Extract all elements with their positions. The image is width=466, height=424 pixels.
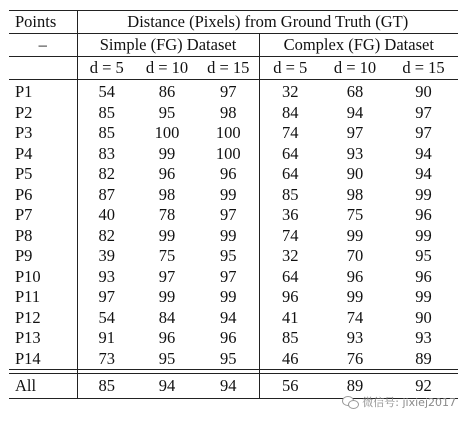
table-cell: 96 (198, 164, 259, 185)
point-label: P11 (9, 287, 77, 308)
table-cell: 98 (198, 103, 259, 124)
table-cell: 93 (346, 328, 364, 348)
total-label: All (9, 374, 77, 399)
watermark (342, 394, 456, 410)
table-cell: 76 (346, 348, 364, 368)
table-cell: 78 (158, 205, 176, 225)
table-cell: 97 (198, 205, 259, 226)
point-label: P14 (9, 349, 77, 370)
table-cell: 68 (346, 82, 364, 102)
table-cell: 95 (415, 246, 432, 266)
table-cell: 90 (415, 307, 432, 327)
table-cell: 84 (158, 307, 176, 327)
table-row (9, 308, 458, 329)
d-label: d = 5 (77, 57, 136, 80)
d-label: d = 10 (136, 57, 198, 80)
table-cell: 85 (98, 102, 115, 122)
table-cell: 99 (415, 225, 432, 245)
table-row (9, 246, 458, 267)
table-cell: 99 (346, 287, 364, 307)
table-cell: 82 (98, 164, 115, 184)
table-cell: 41 (282, 307, 299, 327)
table-cell: 96 (415, 266, 432, 286)
d-label: d = 10 (321, 57, 389, 80)
table-cell: 86 (158, 82, 176, 102)
header-row-2 (9, 34, 458, 57)
table-cell: 93 (415, 328, 432, 348)
table-row (9, 185, 458, 206)
table-cell: 100 (154, 123, 180, 143)
table-cell: 85 (98, 123, 115, 143)
table-cell: 85 (282, 328, 299, 348)
table-cell: 87 (98, 184, 115, 204)
point-label: P6 (9, 185, 77, 206)
total-cell: 94 (136, 374, 198, 399)
table-cell: 95 (158, 348, 176, 368)
table-cell: 99 (198, 226, 259, 247)
point-label: P13 (9, 328, 77, 349)
table-cell: 91 (98, 328, 115, 348)
wechat-icon (342, 396, 358, 408)
table-cell: 95 (158, 102, 176, 122)
simple-dataset-header: Simple (FG) Dataset (77, 34, 259, 57)
table-row (9, 328, 458, 349)
watermark-text: 微信号: jixiej2017 (362, 396, 456, 409)
points-header: Points (9, 11, 77, 34)
table-cell: 100 (198, 144, 259, 165)
table-cell: 94 (415, 143, 432, 163)
point-label: P8 (9, 226, 77, 247)
table-cell: 93 (98, 266, 115, 286)
results-table (9, 10, 458, 399)
table-row (9, 123, 458, 144)
point-label: P4 (9, 144, 77, 165)
table-cell: 39 (98, 246, 115, 266)
table-cell: 94 (198, 308, 259, 329)
total-cell: 94 (198, 374, 259, 399)
table-cell: 97 (415, 123, 432, 143)
table-cell: 54 (98, 307, 115, 327)
table-cell: 32 (282, 246, 299, 266)
table-cell: 94 (346, 102, 364, 122)
table-cell: 96 (158, 164, 176, 184)
table-cell: 89 (415, 348, 432, 368)
table-cell: 96 (282, 287, 299, 307)
table-cell: 64 (282, 143, 299, 163)
table-cell: 93 (346, 143, 364, 163)
point-label: P2 (9, 103, 77, 124)
table-cell: 95 (198, 246, 259, 267)
table-cell: 74 (346, 307, 364, 327)
header-row-3 (9, 57, 458, 80)
table-cell: 64 (282, 164, 299, 184)
header-row-1 (9, 11, 458, 34)
table-cell: 74 (282, 123, 299, 143)
table-cell: 98 (158, 184, 176, 204)
table-cell: 97 (198, 267, 259, 288)
table-row (9, 267, 458, 288)
total-cell: 85 (77, 374, 136, 399)
d-label: d = 15 (198, 57, 259, 80)
table-cell: 99 (198, 185, 259, 206)
table-row (9, 349, 458, 370)
table-cell: 64 (282, 266, 299, 286)
table-cell: 90 (346, 164, 364, 184)
table-cell: 98 (346, 184, 364, 204)
point-label: P9 (9, 246, 77, 267)
table-cell: 73 (98, 348, 115, 368)
table-row (9, 80, 458, 103)
table-cell: 96 (198, 328, 259, 349)
total-cell: 56 (259, 374, 321, 399)
table-cell: 95 (198, 349, 259, 370)
table-cell: 99 (198, 287, 259, 308)
table-cell: 99 (158, 287, 176, 307)
table-cell: 99 (415, 287, 432, 307)
table-cell: 82 (98, 225, 115, 245)
table-row (9, 144, 458, 165)
point-label: P10 (9, 267, 77, 288)
point-label: P3 (9, 123, 77, 144)
empty-header-cell (9, 57, 77, 80)
point-label: P5 (9, 164, 77, 185)
complex-dataset-header: Complex (FG) Dataset (259, 34, 458, 57)
total-cell: 92 (389, 374, 458, 399)
table-row (9, 205, 458, 226)
point-label: P1 (9, 80, 77, 103)
table-body (9, 80, 458, 370)
table-cell: 97 (98, 287, 115, 307)
table-cell: 84 (282, 102, 299, 122)
table-cell: 32 (282, 82, 299, 102)
table-cell: 99 (158, 225, 176, 245)
table-cell: 70 (346, 246, 364, 266)
table-cell: 97 (198, 80, 259, 103)
table-cell: 99 (158, 143, 176, 163)
dash-cell: – (9, 34, 77, 57)
point-label: P12 (9, 308, 77, 329)
table-cell: 75 (346, 205, 364, 225)
table-cell: 54 (98, 82, 115, 102)
table-cell: 96 (415, 205, 432, 225)
table-cell: 40 (98, 205, 115, 225)
table-cell: 83 (98, 143, 115, 163)
table-cell: 97 (158, 266, 176, 286)
table-cell: 100 (198, 123, 259, 144)
table-cell: 97 (346, 123, 364, 143)
table-cell: 96 (346, 266, 364, 286)
table-cell: 85 (282, 184, 299, 204)
table-row (9, 287, 458, 308)
table-cell: 99 (346, 225, 364, 245)
total-cell: 89 (321, 374, 389, 399)
table-cell: 36 (282, 205, 299, 225)
table-cell: 96 (158, 328, 176, 348)
table-cell: 74 (282, 225, 299, 245)
table-row (9, 164, 458, 185)
table-cell: 46 (282, 348, 299, 368)
distance-header: Distance (Pixels) from Ground Truth (GT) (77, 11, 458, 34)
table-cell: 97 (415, 102, 432, 122)
d-label: d = 15 (389, 57, 458, 80)
table-cell: 75 (158, 246, 176, 266)
point-label: P7 (9, 205, 77, 226)
table-row (9, 226, 458, 247)
table-cell: 94 (415, 164, 432, 184)
d-label: d = 5 (259, 57, 321, 80)
table-cell: 99 (415, 184, 432, 204)
table-row (9, 103, 458, 124)
table-cell: 90 (415, 82, 432, 102)
